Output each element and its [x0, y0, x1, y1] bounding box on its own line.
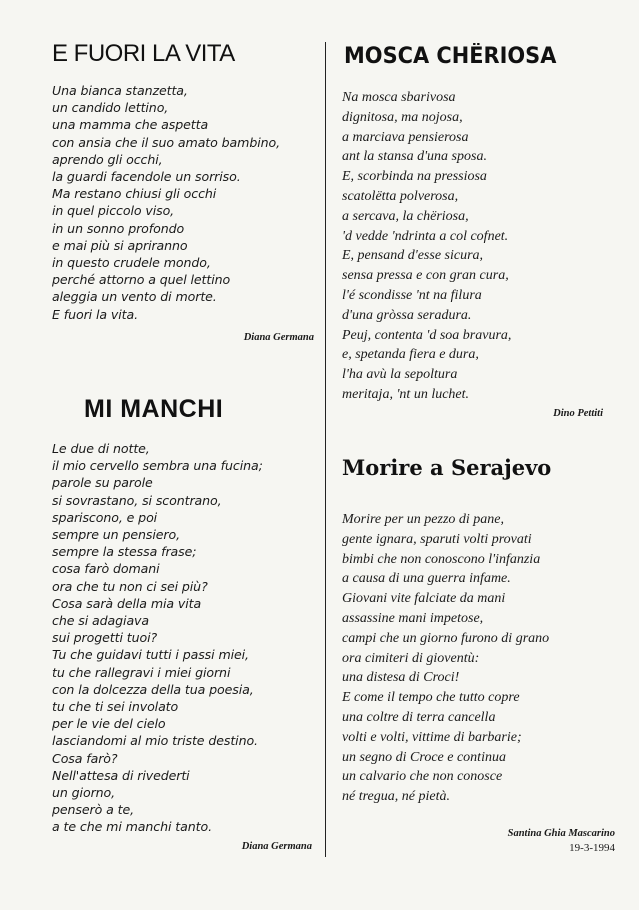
poem-line: Una bianca stanzetta,	[52, 83, 188, 98]
poem-line: in un sonno profondo	[52, 220, 185, 236]
poem-line: né tregua, né pietà.	[342, 789, 450, 805]
poem-date: 19-3-1994	[569, 842, 615, 854]
poem-body-morire-a-serajevo	[342, 510, 622, 807]
poem-line: Nell'attesa di rivederti	[52, 767, 190, 783]
poem-line: in questo crudele mondo,	[52, 255, 211, 271]
poem-line: tu che rallegravi i miei giorni	[52, 664, 231, 680]
poem-body-e-fuori-la-vita	[52, 82, 317, 323]
poem-line: aleggia un vento di morte.	[52, 289, 217, 305]
poem-line: si sovrastano, si scontrano,	[52, 492, 222, 508]
poem-line: ora cimiteri di gioventù:	[342, 650, 480, 666]
poem-line: aprendo gli occhi,	[52, 151, 163, 167]
poem-line: il mio cervello sembra una fucina;	[52, 458, 263, 474]
poem-line: Le due di notte,	[52, 441, 150, 456]
poem-line: gente ignara, sparuti volti provati	[342, 531, 532, 547]
poem-line: una coltre di terra cancella	[342, 709, 496, 725]
poem-title-mi-manchi: MI MANCHI	[84, 395, 224, 423]
poem-line: Peuj, contenta 'd soa bravura,	[342, 327, 512, 343]
poem-line: l'ha avù la sepoltura	[342, 367, 458, 383]
poem-line: a sercava, la chëriosa,	[342, 208, 469, 224]
poem-line: a te che mi manchi tanto.	[52, 819, 212, 835]
poem-line: in quel piccolo viso,	[52, 203, 175, 219]
poem-line: la guardi facendole un sorriso.	[52, 169, 241, 185]
poem-author: Diana Germana	[243, 332, 314, 343]
poem-line: meritaja, 'nt un luchet.	[342, 386, 470, 402]
poem-line: un candido lettino,	[52, 100, 169, 116]
poem-line: lasciandomi al mio triste destino.	[52, 733, 258, 749]
poem-line: con la dolcezza della tua poesia,	[52, 681, 254, 697]
poem-line: bimbi che non conoscono l'infanzia	[342, 551, 541, 567]
poem-line: perché attorno a quel lettino	[52, 272, 231, 288]
poem-line: ora che tu non ci sei più?	[52, 578, 208, 594]
poem-line: Ma restano chiusi gli occhi	[52, 186, 217, 202]
poem-line: dignitosa, ma nojosa,	[342, 109, 463, 125]
poem-line: volti e volti, vittime di barbarie;	[342, 729, 522, 745]
poem-line: con ansia che il suo amato bambino,	[52, 134, 281, 150]
poem-line: Na mosca sbarivosa	[342, 90, 456, 105]
poem-author: Dino Pettiti	[553, 408, 603, 419]
poem-line: scatolëtta polverosa,	[342, 188, 459, 204]
poem-author: Diana Germana	[241, 841, 312, 852]
poem-line: 'd vedde 'ndrinta a col cofnet.	[342, 228, 509, 244]
poem-line: l'é scondisse 'nt na filura	[342, 287, 482, 303]
poem-line: a causa di una guerra infame.	[342, 571, 511, 587]
poem-line: ant la stansa d'una sposa.	[342, 149, 487, 165]
poem-line: una distesa di Croci!	[342, 670, 460, 686]
poem-line: penserò a te,	[52, 802, 135, 818]
poem-body-mosca-cheriosa	[342, 88, 622, 405]
poem-line: sensa pressa e con gran cura,	[342, 268, 509, 284]
poem-line: un segno di Croce e continua	[342, 749, 506, 765]
poem-title-mosca-cheriosa: MOSCA CHËRIOSA	[344, 44, 557, 69]
poem-line: spariscono, e poi	[52, 509, 158, 525]
poem-line: E, scorbinda na pressiosa	[342, 169, 487, 185]
poem-line: Morire per un pezzo di pane,	[342, 512, 505, 527]
poem-line: parole su parole	[52, 475, 153, 491]
poem-line: d'una gròssa seradura.	[342, 307, 472, 323]
poem-line: e, spetanda fiera e dura,	[342, 347, 479, 363]
poem-line: Cosa sarà della mia vita	[52, 595, 202, 611]
poem-line: Giovani vite falciate da mani	[342, 591, 506, 607]
poem-line: un giorno,	[52, 785, 116, 801]
poem-line: E, pensand d'esse sicura,	[342, 248, 484, 264]
poem-line: che si adagiava	[52, 613, 150, 629]
poem-line: campi che un giorno furono di grano	[342, 630, 550, 646]
poem-line: E fuori la vita.	[52, 306, 138, 322]
poem-author: Santina Ghia Mascarino	[507, 828, 615, 839]
poem-line: sempre un pensiero,	[52, 527, 180, 543]
poem-line: sui progetti tuoi?	[52, 630, 158, 646]
poem-line: per le vie del cielo	[52, 716, 166, 732]
poem-line: cosa farò domani	[52, 561, 160, 577]
poem-line: E come il tempo che tutto copre	[342, 690, 520, 706]
poem-line: un calvario che non conosce	[342, 769, 503, 785]
poem-title-e-fuori-la-vita: E FUORI LA VITA	[52, 40, 235, 67]
poem-line: Cosa farò?	[52, 750, 118, 766]
poem-line: una mamma che aspetta	[52, 117, 209, 133]
poem-line: sempre la stessa frase;	[52, 544, 197, 560]
poem-line: Tu che guidavi tutti i passi miei,	[52, 647, 249, 663]
poem-line: e mai più si apriranno	[52, 237, 188, 253]
poem-line: assassine mani impetose,	[342, 610, 484, 626]
poem-body-mi-manchi	[52, 440, 317, 836]
poem-title-morire-a-serajevo: Morire a Serajevo	[342, 455, 552, 480]
poem-line: tu che ti sei involato	[52, 699, 179, 715]
column-divider	[325, 42, 326, 857]
poem-line: a marciava pensierosa	[342, 129, 469, 145]
